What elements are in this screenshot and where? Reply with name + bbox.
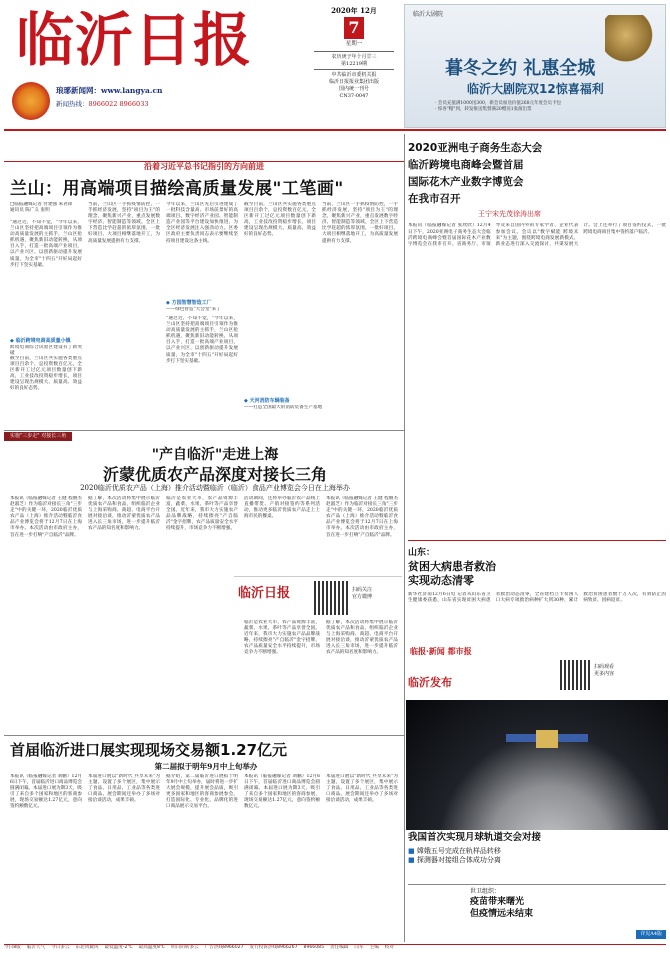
section2-headline[interactable]: "产自临沂"走进上海 沂蒙优质农产品深度对接长三角 (102, 447, 327, 484)
side-divider (408, 540, 666, 541)
section2-col-1: 本报讯（临报融媒记者 王健 程丽杰 赵淑芝）作为临沂对接长三角"三步走"中的关键一环，2020临沂优质农产品（上海）推介活动暨临沂食品产业博览会将于12月7日在上海市举办。本次活动由市政府主办，旨在进一步打响"产自临沂"品牌。 (10, 496, 82, 538)
section3-col-3: 据介绍，第二届临沂进口展拟于明年9月中上旬举办，届时将进一步扩大展会规模，提升展会品质，吸引更多国家和地区的客商参展参会，打造国际化、专业化、品牌化的进口商品展示交易平台。 (166, 774, 238, 810)
lead-subhead-3: ◆ 天河消防车辆装备 ——打造全国最大的消防装备生产基地 (244, 398, 323, 410)
code: CN37-0047 (339, 92, 369, 99)
broadcast-qr-icon[interactable] (560, 660, 590, 690)
section3-col-1: 本报讯（临报融媒记者 刘鹏）12月6日下午，首届临沂进口商品博览会圆满闭幕。本届进口展为期3天，吸引了来自多个国家和地区的客商参展，现场交易额达1.27亿元，意向签约额数亿元。 (10, 774, 82, 810)
lead-col-3b: "通过近，不知不觉，"今年以来，兰山区坚持把高端项目引领作为推动高质量发展的主抓手，兰山区抢抓机遇，聚焦新旧动能转换，从项目入手，打造一批高端产业项目，以产业兴区、以创新驱动提升发展质量，为全市"十四五"开好局起好步打下坚实基础。 (166, 316, 238, 364)
side-story-2-title: 山东： 贫困大病患者救治 实现动态清零 (408, 548, 496, 587)
aids-title-b: 但疫情远未结束 (470, 909, 534, 920)
newspaper-title: 临沂日报 (16, 6, 253, 74)
section3-subheadline: 第二届拟于明年9月中上旬举办 (154, 762, 258, 771)
section2-col-2: 据了解，本次活动将集中展示临沂优质农产品和食品，组织临沂企业与上海采购商、商超、电商平台开展对接洽谈，推动沂蒙优质农产品进入长三角市场，进一步提升临沂农产品的知名度和影响力。 (88, 496, 160, 532)
jump-link[interactable]: 详见A4版 (636, 930, 666, 939)
moon-bullet-1: ■ 嫦娥五号完成在轨样品转移 (408, 846, 501, 855)
trumpet-icon (605, 15, 657, 65)
lead-subhead-2: ◆ 方园智慧智造工厂 ——绿色智造"大会堂"来了 (166, 300, 221, 312)
lead-headline[interactable]: 兰山：用高端项目描绘高质量发展"工笔画" (10, 179, 344, 199)
section3-col-5: 本届进口展以"新时代 共享未来"为主题，设置了多个展区，集中展示了食品、日用品、工业品等各类进口商品。展会期间还举办了多场对接洽谈活动，成果丰硕。 (326, 774, 398, 804)
moon-photo (406, 700, 668, 830)
lead-col-4: 截至目前，兰山区共实施各类重点项目百余个，总投资数百亿元。全区新开工过亿元项目数量创下新高，工业技改投资稳步增长，项目建设呈现出规模大、质量高、效益好的良好态势。 (244, 202, 316, 238)
issue-number: 第12219期 (341, 60, 367, 67)
top-banner: 沿着习近平总书记指引的方向前进 (4, 161, 404, 174)
side-story-1-byline: 王宁宋先茂徐涛出席 (478, 210, 541, 218)
lead-col-1: "通过近，不知不觉，"今年以来，兰山区坚持把高端项目引领作为推动高质量发展的主抓手，兰山区抢抓机遇，聚焦新旧动能转换，从项目入手，打造一批高端产业项目，以产业兴区、以创新驱动提升发展质量，为全市"十四五"开好局起好步打下坚实基础。 (10, 220, 82, 268)
section2-tag: 实施"三步走" 对接长三角 (4, 432, 72, 441)
broadcast-label: 临沂发布 (408, 676, 452, 689)
hotline: 新闻热线：8966022 8966033 (56, 100, 149, 108)
lead-col-1b: 截至目前，兰山区共实施各类重点项目百余个，总投资数百亿元。全区新开工过亿元项目数量创下新高，工业技改投资稳步增长，项目建设呈现出规模大、质量高、效益好的良好态势。 (10, 356, 82, 392)
section2-col-5: 本报讯（临报融媒记者 王健 程丽杰 赵淑芝）作为临沂对接长三角"三步走"中的关键一环，2020临沂优质农产品（上海）推介活动暨临沂食品产业博览会将于12月7日在上海市举办。本次活动由市政府主办，旨在进一步打响"产自临沂"品牌。 (326, 496, 398, 538)
aids-story[interactable] (470, 888, 666, 937)
aids-kicker: 世卫组织： (470, 888, 501, 895)
spacecraft-icon (406, 700, 668, 830)
footer-bar: 今日8版 临沂天气 今日多云 东北风微风 最低温度-2℃ 最高温度8℃ 明日阴转多云 广告热线8966027 发行投诉热线8966267 8966085 责任编辑 闫军 主编 校对 (4, 944, 666, 956)
section2-subheadline: 2020临沂优质农产品（上海）推介活动暨临沂（临沂）食品产业博览会今日在上海举办 (80, 484, 350, 492)
section3-col-4: 本报讯（临报融媒记者 刘鹏）12月6日下午，首届临沂进口商品博览会圆满闭幕。本届进口展为期3天，吸引了来自多个国家和地区的客商参展，现场交易额达1.27亿元，意向签约额数亿元。 (244, 774, 320, 810)
lead-col-3: 今年以来，兰山区先后引进建成了一批科技含量高、市场前景好的高端项目。数字经济产业园、智能制造产业园等平台建设加快推进，为全区经济发展注入强劲动力。区委区政府主要负责同志表示要继续坚持项目建设这条主线。 (166, 202, 238, 244)
weibo-sub: 扫码关注 官方微博 (352, 587, 373, 600)
masthead (4, 4, 300, 120)
publisher: 中共临沂市委机关报 (331, 72, 377, 79)
side-story-1-title: 2020亚洲电子商务生态大会 临沂跨境电商峰会暨首届 国际花木产业数字博览会 在我市召开 (408, 142, 543, 205)
weekday: 星期一 (345, 41, 363, 48)
section3-col-2: 本届进口展以"新时代 共享未来"为主题，设置了多个展区，集中展示了食品、日用品、工业品等各类进口商品。展会期间还举办了多场对接洽谈活动，成果丰硕。 (88, 774, 160, 804)
broadcast-box[interactable] (408, 676, 528, 696)
date-day: 7 (344, 17, 364, 39)
section2-col-7: 据了解，本次活动将集中展示临沂优质农产品和食品，组织临沂企业与上海采购商、商超、电商平台开展对接洽谈，推动沂蒙优质农产品进入长三角市场，进一步提升临沂农产品的知名度和影响力。 (326, 620, 398, 656)
side-rule-3 (408, 884, 666, 885)
paper-brand: 临报·新闻 都市报 (410, 646, 472, 656)
publisher-group: 临沂日报报业集团出版 (328, 79, 379, 86)
weibo-label: 临沂日报 (238, 586, 291, 601)
moon-story[interactable] (408, 832, 666, 866)
section-rule-2 (4, 430, 404, 431)
lead-col-2: 当前，兰山区一手抓疫情防控，一手抓经济发展，坚持"项目为王"的理念，聚焦新兴产业，重点发展数字经济、智能制造等领域。全区上下营造比学赶超的浓厚氛围，一批好项目、大项目相继落地开工，为高质量发展提供有力支撑。 (88, 202, 160, 244)
side-story-1-text: 本报讯（临报融媒记者 张欣欣）12月4日下午，2020亚洲电子商务生态大会临沂跨境电商峰会暨首届国际花木产业数字博览会在我市召开。省商务厅、市领导及来自国内外的专家学者、企业代表参加会议。会议以"数字赋能 跨境未来"为主题，围绕跨境电商发展新模式、新业态进行深入交流探讨，共谋发展大计。会上还举行了项目签约仪式，一批跨境电商项目集中签约落户临沂。 (408, 223, 666, 247)
broadcast-sub: 扫码观看 更多内容 (594, 664, 615, 677)
column-divider (404, 134, 405, 942)
date-year-month: 2020年 12月 (331, 6, 377, 15)
ad-brand: 临沂大剧院 (413, 11, 444, 18)
dateline (310, 6, 398, 122)
section2-col-4: 活动期间，还将举办临沂农产品线上直播带货、产销对接签约等系列活动，推动更多临沂优质农产品走上上海市民的餐桌。 (244, 496, 320, 520)
qr-code-icon[interactable] (314, 581, 348, 615)
site-url[interactable]: 琅琊新闻网：www.langya.cn (56, 86, 163, 95)
weibo-box[interactable] (234, 576, 402, 616)
moon-title: 我国首次实现月球轨道交会对接 (408, 832, 542, 843)
code-label: 国内统一刊号 (338, 85, 369, 92)
section2-col-3: 临沂是农业大市，农产品资源丰富，蔬菜、水果、茶叶等产品享誉全国。近年来，我市大力实施农产品品牌战略，持续擦亮"产自临沂"金字招牌，农产品质量安全水平持续提升，市场竞争力不断增强。 (166, 496, 238, 532)
side-story-1[interactable] (408, 140, 666, 459)
lunar-date: 农历庚子年十月廿三 (331, 53, 377, 60)
section-rule-3 (4, 735, 404, 736)
ad-title: 暮冬之约 礼惠全城 (445, 58, 596, 79)
section2-col-6: 临沂是农业大市，农产品资源丰富，蔬菜、水果、茶叶等产品享誉全国。近年来，我市大力实施农产品品牌战略，持续擦亮"产自临沂"金字招牌，农产品质量安全水平持续提升，市场竞争力不断增强。 (244, 620, 320, 656)
theatre-ad[interactable] (404, 4, 666, 128)
masthead-rule (4, 129, 666, 131)
section2-tag-row (4, 432, 404, 442)
lead-byline: □临报融媒记者 付建强 朱君锋 通讯员 陈广义 张明 (10, 202, 73, 214)
moon-bullet-2: ■ 探测器对接组合体成功分离 (408, 856, 501, 865)
ad-details: · 会员充值满1000送300，新会员加送价值268元年度会员卡包 · 惊喜"帽"到，转发推送集赞满20赠送1张演出票 (435, 101, 561, 113)
paper-logo-icon (12, 82, 50, 120)
lead-col-5: 当前，兰山区一手抓疫情防控，一手抓经济发展，坚持"项目为王"的理念，聚焦新兴产业，重点发展数字经济、智能制造等领域。全区上下营造比学赶超的浓厚氛围，一批好项目、大项目相继落地开工，为高质量发展提供有力支撑。 (322, 202, 398, 244)
aids-title-a: 疫苗带来曙光 (470, 897, 525, 908)
side-story-2-text: 新华社济南12月6日电 记者从山东省卫生健康委获悉，山东省实现贫困大病患者救治动态清零，全省建档立卡贫困人口大病专项救治病种扩大到30种，累计救治贫困患者数十万人次，有效防止因病致贫、因病返贫。 (408, 592, 666, 604)
section3-headline[interactable]: 首届临沂进口展实现现场交易额1.27亿元 (10, 741, 288, 759)
lead-subhead-1: ◆ 临沂跨境电商高质量小镇 跨境电商综合试验区建设有了新突破 (10, 338, 82, 356)
hotline-number: 8966022 8966033 (88, 100, 149, 108)
ad-subtitle: 临沂大剧院双12惊喜福利 (467, 82, 604, 96)
